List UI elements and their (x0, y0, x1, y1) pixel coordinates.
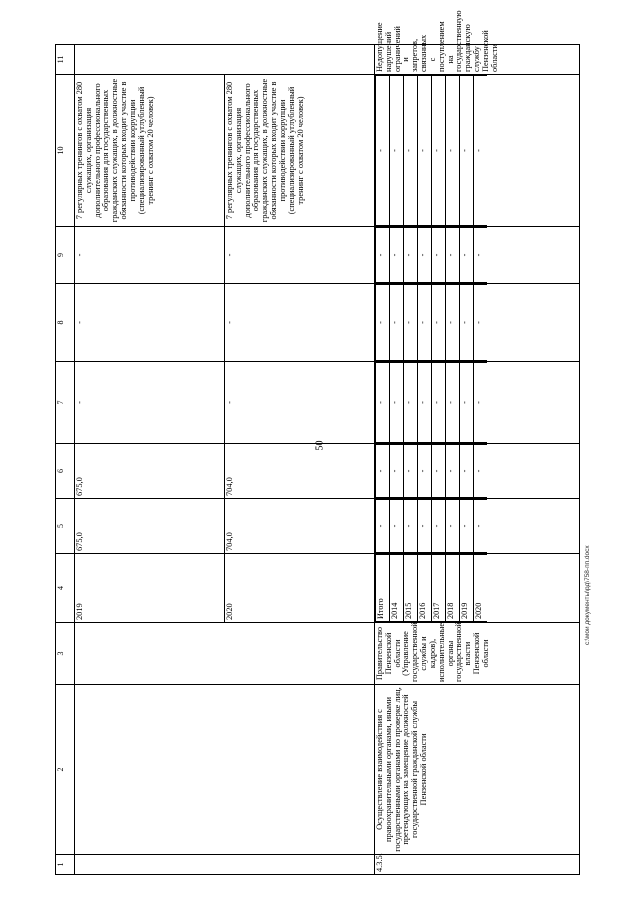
page-number: 50 (314, 440, 326, 451)
dash: - (460, 445, 474, 498)
dash: - (446, 500, 460, 553)
value-cell: 675,0 (75, 499, 225, 554)
value-cell: - (75, 284, 225, 362)
dash: - (474, 363, 488, 443)
dash: - (418, 76, 432, 226)
dash: - (460, 285, 474, 361)
dash: - (446, 285, 460, 361)
result-text: 7 регулярных тренингов с охватом 280 служащих, организация дополнительного профессионального образования для государственных гражданских служащих, в должностные обязанности которых входит участие в противодействии коррупции (специализированный углубленный тренинг с охватом 20 человек) (75, 75, 225, 227)
dash: - (446, 445, 460, 498)
item-description: Осуществление взаимодействия с правоохранительными органами, иными государственными органами по проверке лиц, претендующих на замещение должностей государственной гражданской службы Пензенской области (375, 685, 580, 855)
dash-cell (375, 499, 580, 554)
dash: - (404, 285, 418, 361)
year-label: 2017 (432, 555, 446, 622)
dash: - (390, 76, 404, 226)
cell-empty (75, 623, 375, 685)
years-cell (375, 554, 580, 623)
dash: - (474, 500, 488, 553)
dash: - (404, 76, 418, 226)
value-cell: - (225, 284, 375, 362)
table-row (75, 45, 225, 875)
value-cell: 675,0 (75, 444, 225, 499)
dash: - (418, 228, 432, 283)
dash: - (390, 445, 404, 498)
dash: - (446, 228, 460, 283)
year-label: 2014 (390, 555, 404, 622)
dash: - (460, 76, 474, 226)
dash: - (390, 500, 404, 553)
col-number: 3 (56, 623, 75, 685)
item-result: Недопущение нарушений ограничений и запретов, связанных с поступлением на государственную гражданскую службу Пензенской области (375, 45, 580, 75)
dash: - (376, 500, 390, 553)
year-label: 2020 (474, 555, 488, 622)
col-number: 10 (56, 75, 75, 227)
dash: - (432, 228, 446, 283)
dash-cell (375, 284, 580, 362)
dash-cell (375, 444, 580, 499)
dash: - (432, 445, 446, 498)
dash: - (432, 76, 446, 226)
dash: - (390, 363, 404, 443)
dash-cell (375, 75, 580, 227)
dash-cell (375, 227, 580, 284)
year-cell: 2020 (225, 554, 375, 623)
dash: - (460, 363, 474, 443)
cell-empty (75, 685, 375, 855)
years-list (375, 554, 487, 622)
dash: - (432, 285, 446, 361)
rotated-table-frame (55, 10, 580, 875)
dash: - (474, 228, 488, 283)
dash: - (460, 500, 474, 553)
dash: - (376, 76, 390, 226)
value-cell: - (75, 227, 225, 284)
dash: - (446, 363, 460, 443)
col-number: 1 (56, 855, 75, 875)
dash: - (432, 363, 446, 443)
dash: - (474, 445, 488, 498)
value-cell: - (225, 227, 375, 284)
dash: - (376, 285, 390, 361)
value-cell: 704,0 (225, 499, 375, 554)
dash: - (474, 76, 488, 226)
dash: - (404, 500, 418, 553)
col-number: 6 (56, 444, 75, 499)
col-number: 9 (56, 227, 75, 284)
year-label: 2015 (404, 555, 418, 622)
table-row (375, 45, 580, 875)
dash: - (418, 500, 432, 553)
col-number: 5 (56, 499, 75, 554)
dash: - (404, 445, 418, 498)
dash: - (376, 363, 390, 443)
dash: - (418, 285, 432, 361)
year-label: 2019 (460, 555, 474, 622)
value-cell: - (75, 362, 225, 444)
dash: - (404, 363, 418, 443)
dash: - (404, 228, 418, 283)
dash: - (460, 228, 474, 283)
value-cell: 704,0 (225, 444, 375, 499)
footer-file-path: c:\мои документы\рд\758-пп.docx (584, 545, 591, 645)
dash: - (418, 363, 432, 443)
dash: - (418, 445, 432, 498)
col-number: 2 (56, 685, 75, 855)
col-number: 8 (56, 284, 75, 362)
program-table (55, 10, 580, 875)
col-number: 11 (56, 45, 75, 75)
year-label: 2016 (418, 555, 432, 622)
result-text: 7 регулярных тренингов с охватом 280 служащих, организация дополнительного профессионального образования для государственных гражданских служащих, в должностные обязанности которых входит участие в противодействии коррупции (специализированный углубленный тренинг с охватом 20 человек) (225, 75, 375, 227)
year-label: Итого (376, 555, 390, 622)
dash: - (390, 285, 404, 361)
dash: - (376, 228, 390, 283)
dash: - (446, 76, 460, 226)
dash: - (376, 445, 390, 498)
dash: - (474, 285, 488, 361)
col-number: 7 (56, 362, 75, 444)
dash-cell (375, 362, 580, 444)
item-number: 4.3.5. (375, 855, 580, 875)
col-number: 4 (56, 554, 75, 623)
dash: - (432, 500, 446, 553)
year-label: 2018 (446, 555, 460, 622)
year-cell: 2019 (75, 554, 225, 623)
dash: - (390, 228, 404, 283)
value-cell: - (225, 362, 375, 444)
column-number-row (56, 45, 75, 875)
cell-empty (75, 855, 375, 875)
item-executor: Правительство Пензенской области (Управление государственной службы и кадров), исполнительные органы государственной власти Пензенской области (375, 623, 580, 685)
cell-empty (75, 45, 375, 75)
